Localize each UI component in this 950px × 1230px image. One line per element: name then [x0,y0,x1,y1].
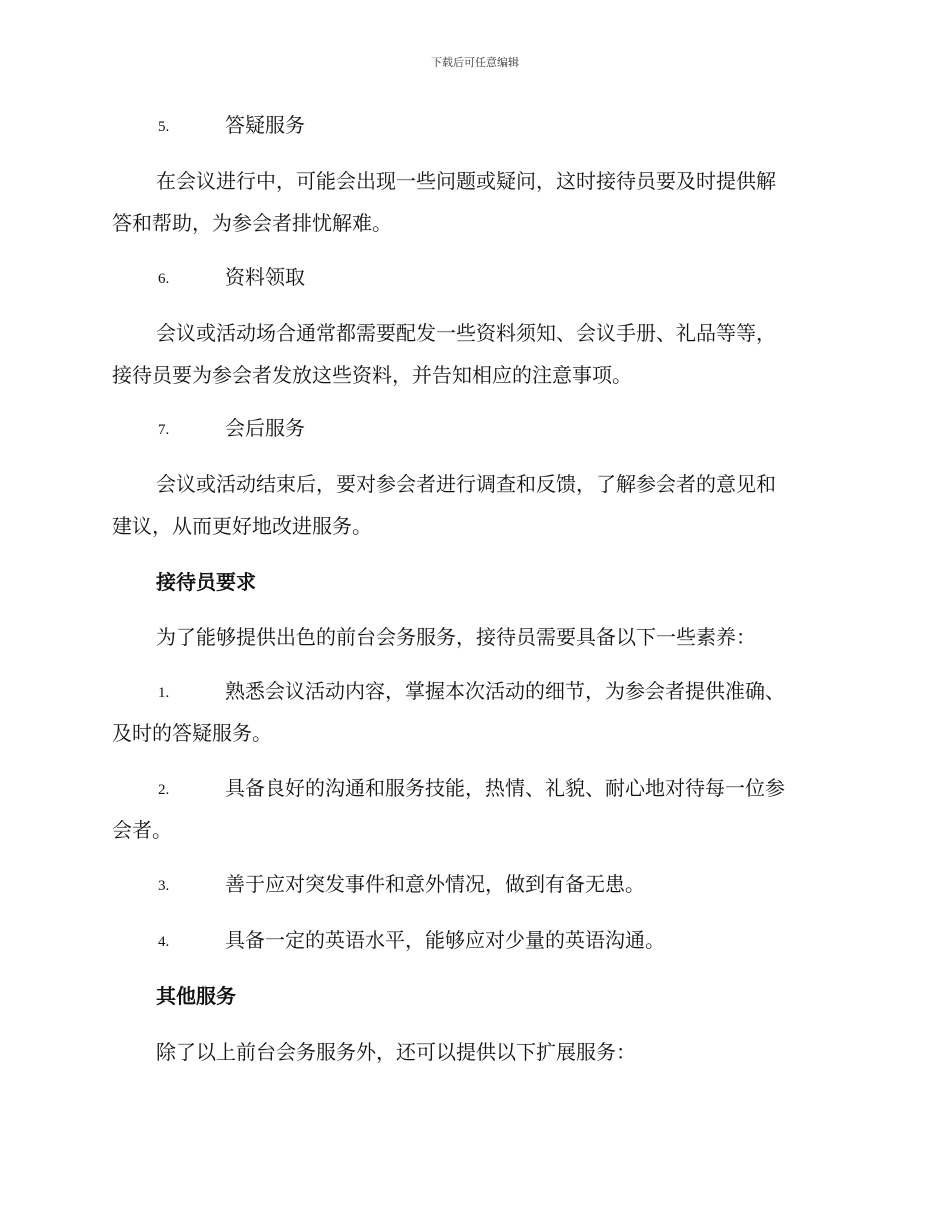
list-number: 5. [158,119,170,135]
paragraph-line: 会议或活动结束后，要对参会者进行调查和反馈，了解参会者的意见和 [156,472,776,496]
page-header: 下载后可任意编辑 [431,56,519,69]
list-number: 6. [158,271,170,287]
list-number: 2. [158,782,170,798]
paragraph-line: 建议，从而更好地改进服务。 [112,514,372,538]
paragraph-line: 在会议进行中，可能会出现一些问题或疑问，这时接待员要及时提供解 [156,169,776,193]
section-heading: 其他服务 [156,984,236,1008]
section-heading: 接待员要求 [156,570,256,594]
list-item-line: 及时的答疑服务。 [112,721,272,745]
paragraph-line: 答和帮助，为参会者排忧解难。 [112,211,392,235]
list-number: 3. [158,878,170,894]
list-item-title: 资料领取 [225,265,305,289]
list-item-line: 熟悉会议活动内容，掌握本次活动的细节，为参会者提供准确、 [225,679,785,703]
list-item-title: 答疑服务 [225,113,305,137]
paragraph-line: 接待员要为参会者发放这些资料，并告知相应的注意事项。 [112,363,632,387]
list-number: 1. [158,685,170,701]
list-number: 7. [158,422,170,438]
list-item-line: 具备一定的英语水平，能够应对少量的英语沟通。 [225,928,665,952]
paragraph-line: 除了以上前台会务服务外，还可以提供以下扩展服务： [156,1040,636,1064]
paragraph-line: 会议或活动场合通常都需要配发一些资料须知、会议手册、礼品等等， [156,321,776,345]
list-number: 4. [158,934,170,950]
paragraph-line: 为了能够提供出色的前台会务服务，接待员需要具备以下一些素养： [156,625,756,649]
list-item-title: 会后服务 [225,416,305,440]
list-item-line: 会者。 [112,818,172,842]
list-item-line: 善于应对突发事件和意外情况，做到有备无患。 [225,872,645,896]
list-item-line: 具备良好的沟通和服务技能，热情、礼貌、耐心地对待每一位参 [225,776,785,800]
